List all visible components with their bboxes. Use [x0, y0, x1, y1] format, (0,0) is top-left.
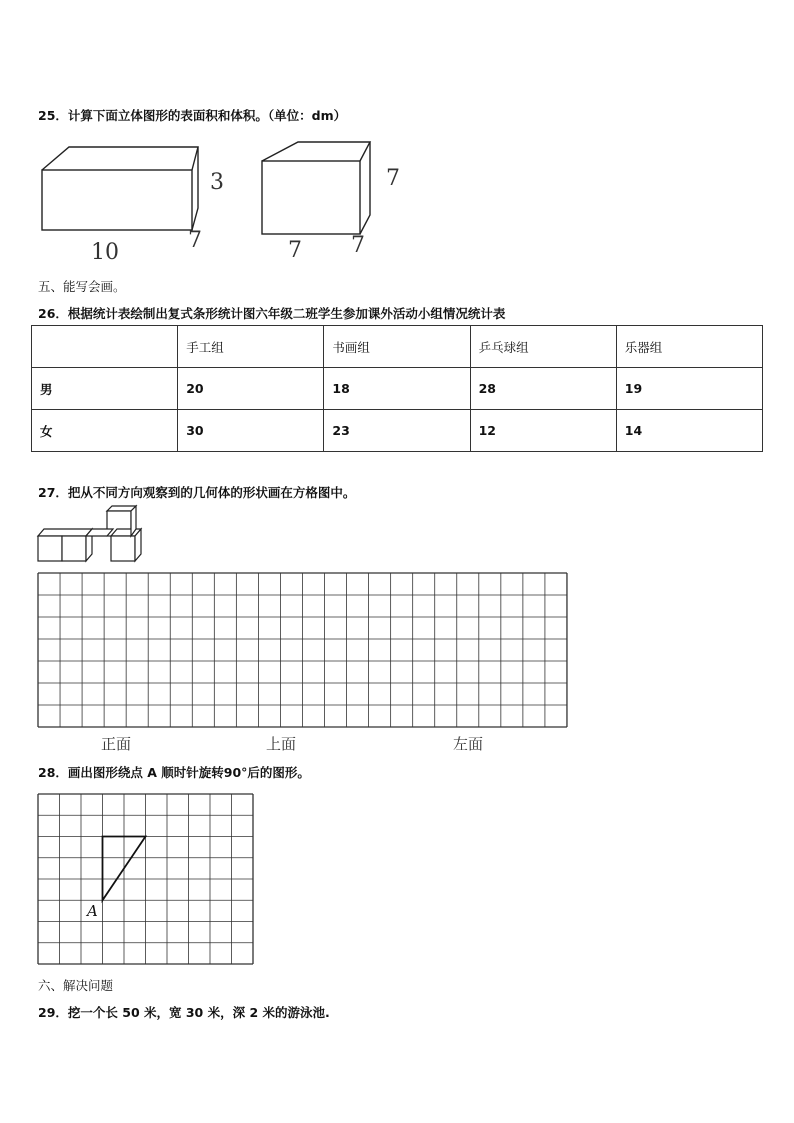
row-label: 男: [32, 368, 178, 410]
header-cell: 乐器组: [616, 326, 762, 368]
cube-width-label: 7: [351, 233, 365, 258]
table-cell: 19: [616, 368, 762, 410]
point-a-label: A: [87, 902, 98, 920]
question-27: 27．把从不同方向观察到的几何体的形状画在方格图中。: [38, 485, 356, 500]
table-cell: 28: [470, 368, 616, 410]
cuboid-front-face: [42, 170, 192, 230]
table-cell: 18: [324, 368, 470, 410]
section-six-heading: 六、解决问题: [38, 978, 114, 993]
caption-left: 左面: [453, 735, 484, 753]
cube-height-label: 7: [386, 166, 400, 191]
header-cell: 手工组: [178, 326, 324, 368]
row-label: 女: [32, 410, 178, 452]
cube-side-face: [360, 142, 370, 234]
cube-front-face: [262, 161, 360, 234]
table-row: [32, 368, 763, 410]
table-header-row: [32, 326, 763, 368]
cuboid-length-label: 10: [91, 240, 119, 265]
cuboid-height-label: 3: [210, 170, 224, 195]
cube-length-label: 7: [288, 238, 302, 263]
table-cell: 30: [178, 410, 324, 452]
cuboid-width-label: 7: [188, 228, 202, 253]
stats-table: [31, 325, 763, 452]
question-28: 28．画出图形绕点 A 顺时针旋转90°后的图形。: [38, 765, 310, 780]
header-cell: [32, 326, 178, 368]
triangle-shape: [103, 837, 146, 901]
cuboid-side-face: [192, 147, 198, 230]
table-cell: 23: [324, 410, 470, 452]
question-29: 29．挖一个长 50 米，宽 30 米，深 2 米的游泳池.: [38, 1005, 330, 1020]
table-cell: 20: [178, 368, 324, 410]
section-five-heading: 五、能写会画。: [38, 279, 126, 294]
question-25: 25．计算下面立体图形的表面积和体积。（单位：dm）: [38, 108, 347, 123]
header-cell: 乒乓球组: [470, 326, 616, 368]
cuboid-top-face: [42, 147, 198, 170]
table-cell: 12: [470, 410, 616, 452]
table-row: [32, 410, 763, 452]
caption-front: 正面: [101, 735, 132, 753]
cube-top-face: [262, 142, 370, 161]
table-cell: 14: [616, 410, 762, 452]
caption-top: 上面: [266, 735, 297, 753]
header-cell: 书画组: [324, 326, 470, 368]
question-26: 26．根据统计表绘制出复式条形统计图六年级二班学生参加课外活动小组情况统计表: [38, 306, 506, 321]
